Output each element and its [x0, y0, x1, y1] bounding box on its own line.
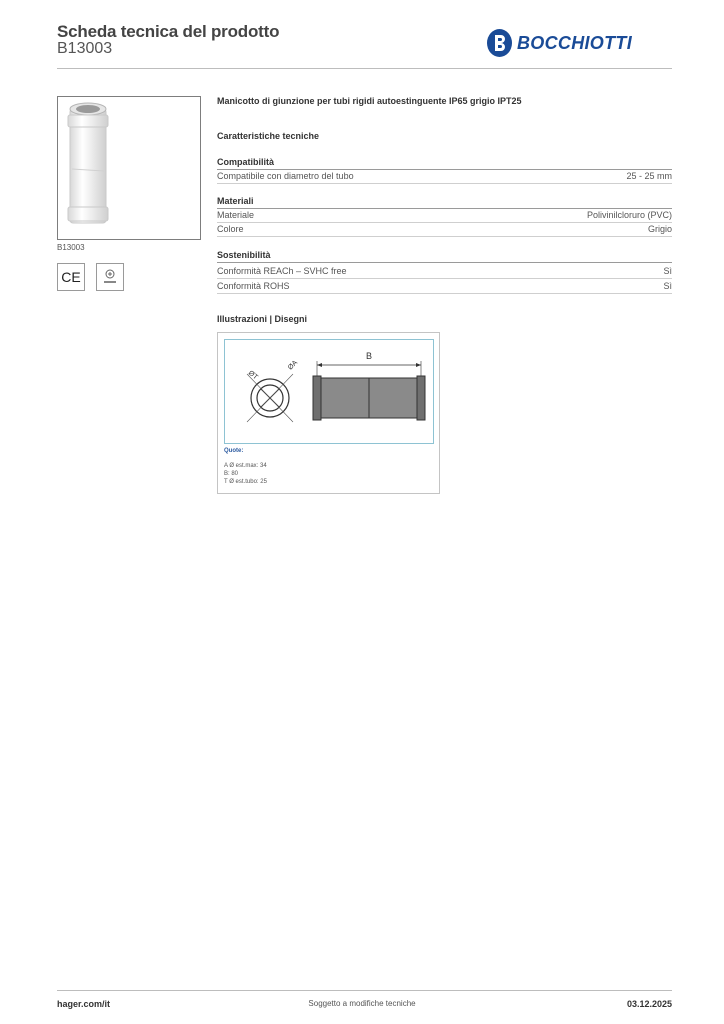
spec-label: Conformità REACh – SVHC free [217, 266, 347, 276]
drawing-frame [224, 339, 434, 444]
spec-label: Compatibile con diametro del tubo [217, 171, 354, 181]
specs-heading: Caratteristiche tecniche [217, 131, 320, 141]
brand-name: BOCCHIOTTI [517, 32, 632, 53]
spec-value: Polivinilcloruro (PVC) [586, 210, 672, 220]
quote-line: A Ø est.max: 34 [224, 463, 267, 469]
spec-group-title: Materiali [217, 196, 672, 209]
dimension-b-label: B [366, 351, 373, 361]
rohs-icon [96, 263, 124, 291]
spec-label: Conformità ROHS [217, 281, 290, 291]
spec-row [217, 264, 672, 279]
footer-website: hager.com/it [57, 999, 111, 1009]
spec-value: Sì [663, 281, 672, 291]
header-divider [57, 68, 672, 69]
spec-group-title: Compatibilità [217, 157, 672, 170]
spec-row [217, 169, 672, 184]
spec-value: Sì [663, 266, 672, 276]
quote-line: B: 80 [224, 471, 239, 477]
coupling-drawing-icon [225, 340, 433, 443]
footer-divider [57, 990, 672, 991]
dimension-t-label: ØT [246, 369, 259, 382]
footer-date: 03.12.2025 [626, 999, 672, 1009]
brand-logo [486, 28, 632, 58]
photo-caption: B13003 [57, 243, 85, 252]
spec-group-title: Sostenibilità [217, 250, 672, 263]
illustrations-heading: Illustrazioni | Disegni [217, 314, 308, 324]
bocchiotti-logo-icon [486, 28, 513, 58]
spec-label: Colore [217, 224, 244, 234]
coupling-photo-icon [58, 97, 200, 239]
footer-note: Soggetto a modifiche tecniche [308, 999, 416, 1008]
ce-mark-icon: CE [57, 263, 85, 291]
spec-value: Grigio [647, 224, 672, 234]
product-photo [57, 96, 201, 240]
spec-row [217, 279, 672, 294]
quote-line: T Ø est.tubo: 25 [224, 479, 267, 485]
spec-row [217, 208, 672, 223]
product-description: Manicotto di giunzione per tubi rigidi autoestinguente IP65 grigio IPT25 [217, 96, 522, 106]
product-code: B13003 [57, 40, 113, 57]
technical-drawing [217, 332, 440, 494]
quote-label: Quote: [224, 448, 244, 454]
spec-row [217, 222, 672, 237]
spec-value: 25 - 25 mm [626, 171, 672, 181]
spec-label: Materiale [217, 210, 255, 220]
page-title: Scheda tecnica del prodotto [57, 22, 280, 41]
dimension-a-label: ØA [287, 359, 300, 372]
